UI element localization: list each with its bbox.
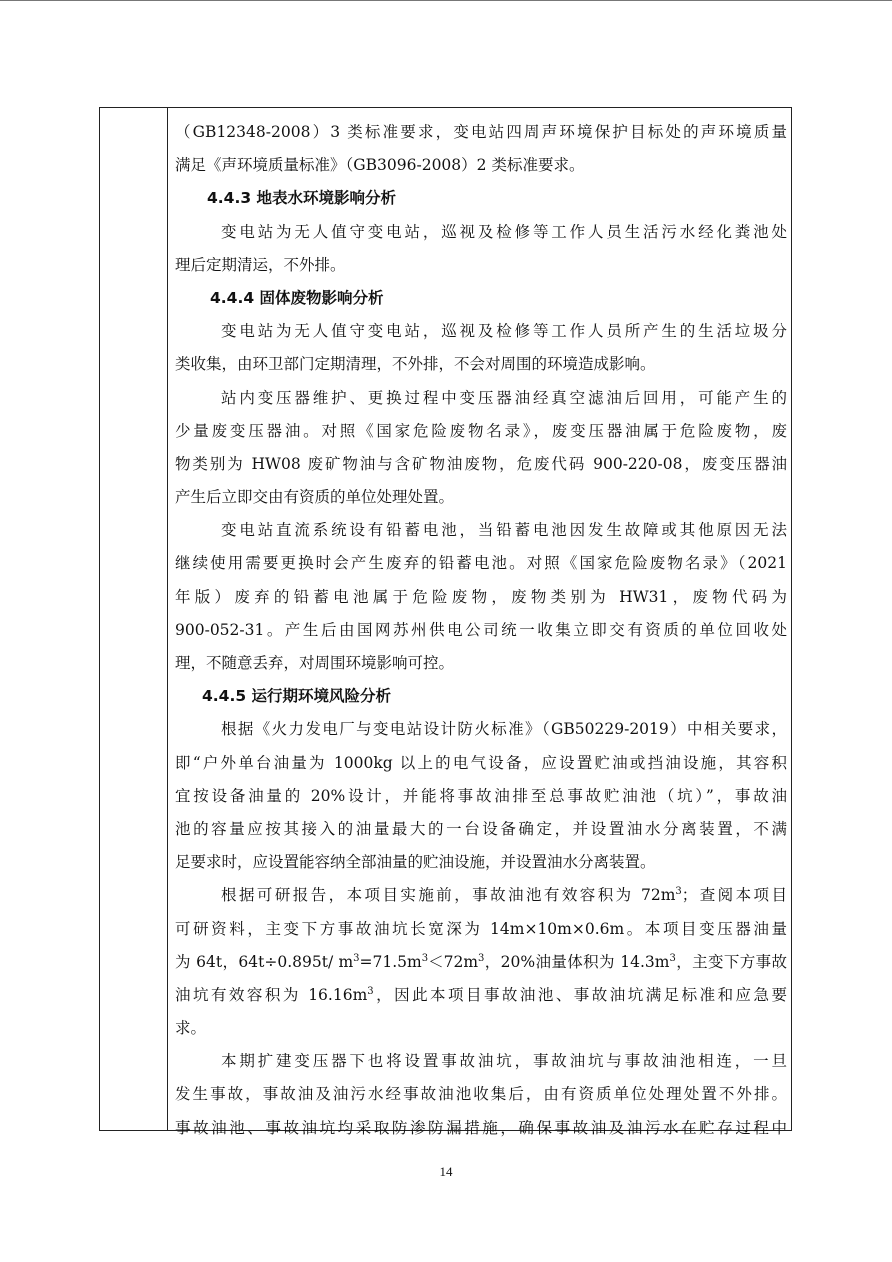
text-line: 发生事故，事故油及油污水经事故油池收集后，由有资质单位处理处置不外排。 [175,1085,787,1104]
text-line: 求。 [175,1019,207,1038]
text-line: 少量废变压器油。对照《国家危险废物名录》，废变压器油属于危险废物，废 [175,421,787,440]
text-line: 理后定期清运，不外排。 [175,255,346,274]
superscript: 3 [421,952,429,964]
text-segment: ；查阅本项目 [681,886,787,905]
text-line: （GB12348-2008）3 类标准要求，变电站四周声环境保护目标处的声环境质量 [175,123,787,141]
table-frame [99,107,792,1137]
text-line [175,946,787,979]
superscript: 3 [367,985,374,997]
column-divider [167,108,168,1130]
text-line: 足要求时，应设置能容纳全部油量的贮油设施，并设置油水分离装置。 [175,853,656,872]
text-line: 本期扩建变压器下也将设置事故油坑，事故油坑与事故油池相连，一旦 [221,1052,787,1071]
text-segment: 根据可研报告，本项目实施前，事故油池有效容积为 72m [221,886,676,905]
page-number: 14 [439,1164,453,1179]
text-segment: ，主变下方事故 [675,952,787,971]
text-line: 产生后立即交由有资质的单位处理处置。 [175,488,455,507]
text-line [175,979,787,1012]
text-line: 池的容量应按其接入的油量最大的一台设备确定，并设置油水分离装置，不满 [175,819,787,838]
text-line: 继续使用需要更换时会产生废弃的铅蓄电池。对照《国家危险废物名录》（2021 [175,554,787,573]
text-segment: =71.5m [359,952,422,971]
top-rule [0,0,892,1]
text-line: 站内变压器维护、更换过程中变压器油经真空滤油后回用，可能产生的 [221,388,787,407]
superscript: 3 [669,952,676,964]
superscript: 3 [478,952,485,964]
text-line: 变电站为无人值守变电站，巡视及检修等工作人员生活污水经化粪池处 [221,222,787,241]
text-segment: 油坑有效容积为 16.16m [175,985,368,1004]
text-segment: ，20%油量体积为 14.3m [484,952,670,971]
superscript: 3 [353,952,360,964]
superscript: 3 [675,886,682,898]
text-line: 宜按设备油量的 20%设计，并能将事故油排至总事故贮油池（坑）”，事故油 [175,786,787,805]
text-line [175,879,787,912]
text-segment: ＜72m [428,952,479,971]
text-line: 即“户外单台油量为 1000kg 以上的电气设备，应设置贮油或挡油设施，其容积 [175,753,787,772]
text-segment: ，因此本项目事故油池、事故油坑满足标准和应急要 [373,985,787,1004]
text-line: 事故油池、事故油坑均采取防渗防漏措施，确保事故油及油污水在贮存过程中 [175,1118,787,1137]
text-line: 900-052-31。产生后由国网苏州供电公司统一收集立即交有资质的单位回收处 [175,620,787,639]
text-line: 可研资料，主变下方事故油坑长宽深为 14m×10m×0.6m。本项目变压器油量 [175,919,787,938]
text-line: 变电站直流系统设有铅蓄电池，当铅蓄电池因发生故障或其他原因无法 [221,521,787,540]
text-line: 类收集，由环卫部门定期清理，不外排，不会对周围的环境造成影响。 [175,355,656,374]
text-line: 根据《火力发电厂与变电站设计防火标准》（GB50229-2019）中相关要求， [221,720,787,739]
body-text [175,116,787,1145]
section-heading: 4.4.3 地表水环境影响分析 [207,189,397,208]
section-heading: 4.4.4 固体废物影响分析 [210,288,384,307]
text-line: 年版）废弃的铅蓄电池属于危险废物，废物类别为 HW31，废物代码为 [175,587,787,606]
text-line: 变电站为无人值守变电站，巡视及检修等工作人员所产生的生活垃圾分 [221,322,787,341]
text-line: 满足《声环境质量标准》（GB3096-2008）2 类标准要求。 [175,156,585,175]
text-line: 物类别为 HW08 废矿物油与含矿物油废物，危废代码 900-220-08，废变压器油 [175,454,787,473]
text-segment: 为 64t，64t÷0.895t/ m [175,952,354,971]
section-heading: 4.4.5 运行期环境风险分析 [202,687,392,706]
text-line: 理，不随意丢弃，对周围环境影响可控。 [175,654,455,672]
